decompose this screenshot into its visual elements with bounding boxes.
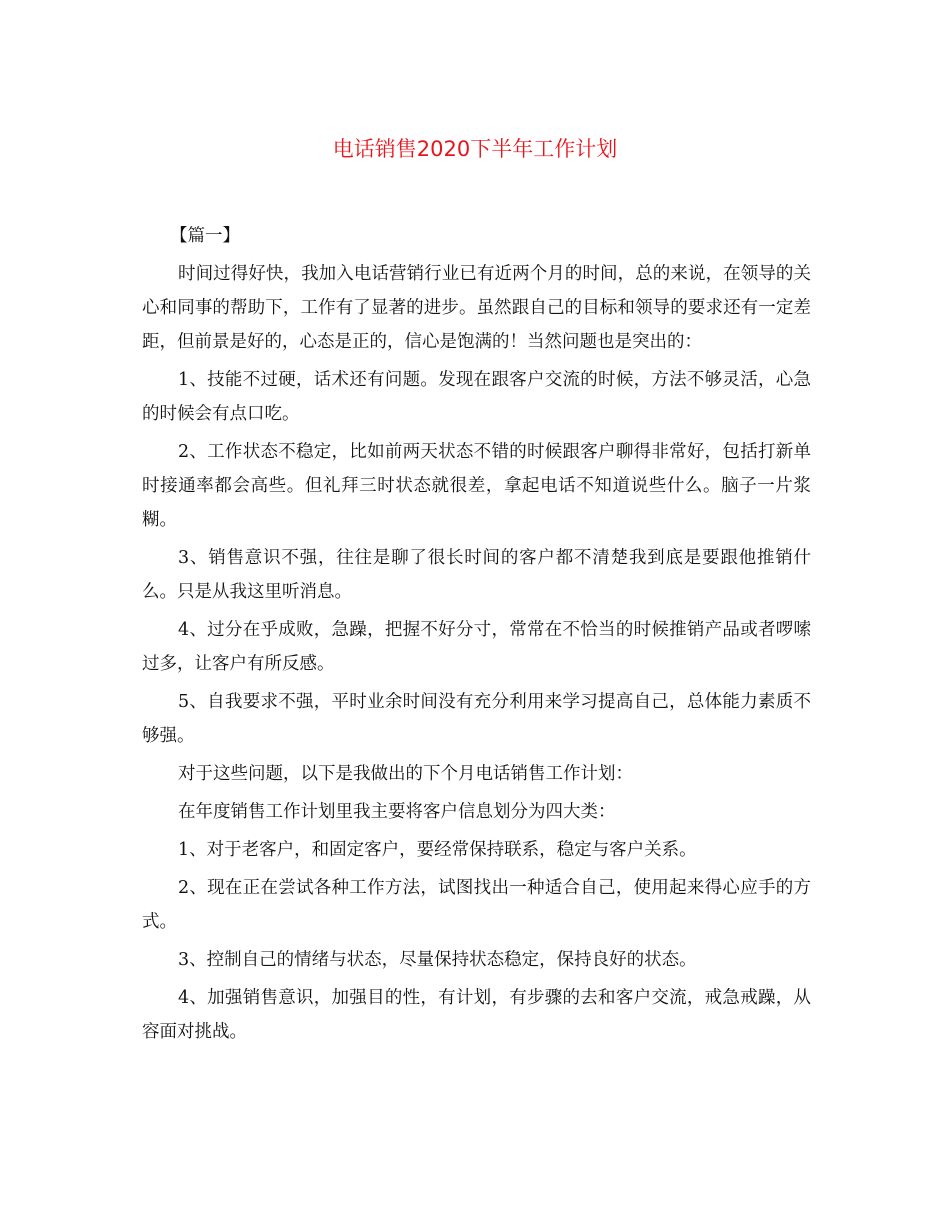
paragraph: 时间过得好快，我加入电话营销行业已有近两个月的时间，总的来说，在领导的关心和同事的帮助下，工作有了显著的进步。虽然跟自己的目标和领导的要求还有一定差距，但前景是好的，心态是正的，信心是饱满的！当然问题也是突出的： (142, 264, 811, 352)
paragraph: 3、销售意识不强，往往是聊了很长时间的客户都不清楚我到底是要跟他推销什么。只是从我这里听消息。 (142, 548, 811, 602)
paragraph: 3、控制自己的情绪与状态，尽量保持状态稳定，保持良好的状态。 (178, 950, 697, 970)
paragraph: 4、加强销售意识，加强目的性，有计划，有步骤的去和客户交流，戒急戒躁，从容面对挑战。 (142, 988, 811, 1042)
paragraph: 4、过分在乎成败，急躁，把握不好分寸，常常在不恰当的时候推销产品或者啰嗦过多，让客户有所反感。 (142, 620, 811, 674)
section-heading: 【篇一】 (170, 226, 240, 246)
paragraph: 在年度销售工作计划里我主要将客户信息划分为四大类： (178, 802, 616, 822)
paragraph: 1、技能不过硬，话术还有问题。发现在跟客户交流的时候，方法不够灵活，心急的时候会有点口吃。 (142, 370, 811, 424)
paragraph: 2、现在正在尝试各种工作方法，试图找出一种适合自己，使用起来得心应手的方式。 (142, 878, 811, 932)
document-title: 电话销售2020下半年工作计划 (332, 137, 618, 161)
paragraph: 1、对于老客户，和固定客户，要经常保持联系，稳定与客户关系。 (178, 840, 697, 860)
paragraph: 对于这些问题，以下是我做出的下个月电话销售工作计划： (178, 764, 633, 784)
paragraph: 2、工作状态不稳定，比如前两天状态不错的时候跟客户聊得非常好，包括打新单时接通率都会高些。但礼拜三时状态就很差，拿起电话不知道说些什么。脑子一片浆糊。 (142, 442, 811, 530)
paragraph: 5、自我要求不强，平时业余时间没有充分利用来学习提高自己，总体能力素质不够强。 (142, 692, 811, 746)
document-body (142, 219, 811, 1053)
